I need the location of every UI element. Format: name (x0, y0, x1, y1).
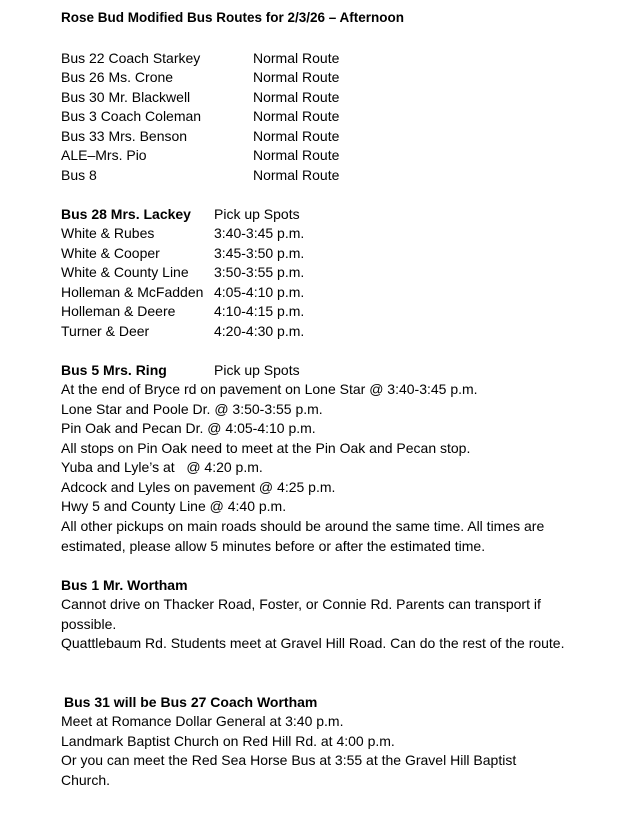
bus5-stop-line: All stops on Pin Oak need to meet at the Pin Oak and Pecan stop. (61, 440, 471, 456)
bus5-stop-line: Hwy 5 and County Line @ 4:40 p.m. (61, 498, 287, 514)
stop-location: Holleman & McFadden (61, 284, 204, 300)
route-bus: Bus 3 Coach Coleman (61, 108, 202, 124)
bus5-spots-label: Pick up Spots (214, 362, 300, 378)
route-status: Normal Route (253, 50, 340, 66)
page-title: Rose Bud Modified Bus Routes for 2/3/26 – Afternoon (61, 10, 405, 25)
bus31-heading: Bus 31 will be Bus 27 Coach Wortham (64, 694, 318, 710)
route-status: Normal Route (253, 167, 340, 183)
bus5-stop-line: Lone Star and Poole Dr. @ 3:50-3:55 p.m. (61, 401, 323, 417)
bus5-note: All other pickups on main roads should be around the same time. All times are estimated, please allow 5 minutes before or after the estimated time. (61, 518, 545, 554)
route-bus: ALE–Mrs. Pio (61, 147, 147, 163)
bus5-stop-line: At the end of Bryce rd on pavement on Lone Star @ 3:40-3:45 p.m. (61, 381, 478, 397)
stop-time: 4:10-4:15 p.m. (214, 303, 305, 319)
bus5-stop-line: Yuba and Lyle’s at @ 4:20 p.m. (61, 459, 263, 475)
route-status: Normal Route (253, 147, 340, 163)
bus1-paragraph: Quattlebaum Rd. Students meet at Gravel Hill Road. Can do the rest of the route. (61, 635, 565, 651)
route-bus: Bus 30 Mr. Blackwell (61, 89, 191, 105)
bus5-stop-line: Adcock and Lyles on pavement @ 4:25 p.m. (61, 479, 336, 495)
stop-location: White & Rubes (61, 225, 155, 241)
stop-time: 4:05-4:10 p.m. (214, 284, 305, 300)
stop-time: 3:45-3:50 p.m. (214, 245, 305, 261)
route-status: Normal Route (253, 108, 340, 124)
bus31-line: Meet at Romance Dollar General at 3:40 p.m. (61, 713, 344, 729)
route-status: Normal Route (253, 69, 340, 85)
bus1-paragraph: Cannot drive on Thacker Road, Foster, or Connie Rd. Parents can transport if possible. (61, 596, 541, 632)
route-status: Normal Route (253, 89, 340, 105)
bus5-stop-line: Pin Oak and Pecan Dr. @ 4:05-4:10 p.m. (61, 420, 316, 436)
bus1-heading: Bus 1 Mr. Wortham (61, 577, 188, 593)
bus31-note: Or you can meet the Red Sea Horse Bus at 3:55 at the Gravel Hill Baptist Church. (61, 752, 517, 788)
stop-time: 4:20-4:30 p.m. (214, 323, 305, 339)
route-bus: Bus 22 Coach Starkey (61, 50, 201, 66)
stop-location: Holleman & Deere (61, 303, 176, 319)
stop-time: 3:50-3:55 p.m. (214, 264, 305, 280)
bus31-line: Landmark Baptist Church on Red Hill Rd. at 4:00 p.m. (61, 733, 395, 749)
stop-location: White & Cooper (61, 245, 160, 261)
route-status: Normal Route (253, 128, 340, 144)
route-bus: Bus 26 Ms. Crone (61, 69, 174, 85)
bus28-spots-label: Pick up Spots (214, 206, 300, 222)
stop-time: 3:40-3:45 p.m. (214, 225, 305, 241)
bus5-heading: Bus 5 Mrs. Ring (61, 362, 167, 378)
bus28-heading: Bus 28 Mrs. Lackey (61, 206, 191, 222)
route-bus: Bus 33 Mrs. Benson (61, 128, 188, 144)
stop-location: Turner & Deer (61, 323, 150, 339)
stop-location: White & County Line (61, 264, 189, 280)
route-bus: Bus 8 (61, 167, 97, 183)
